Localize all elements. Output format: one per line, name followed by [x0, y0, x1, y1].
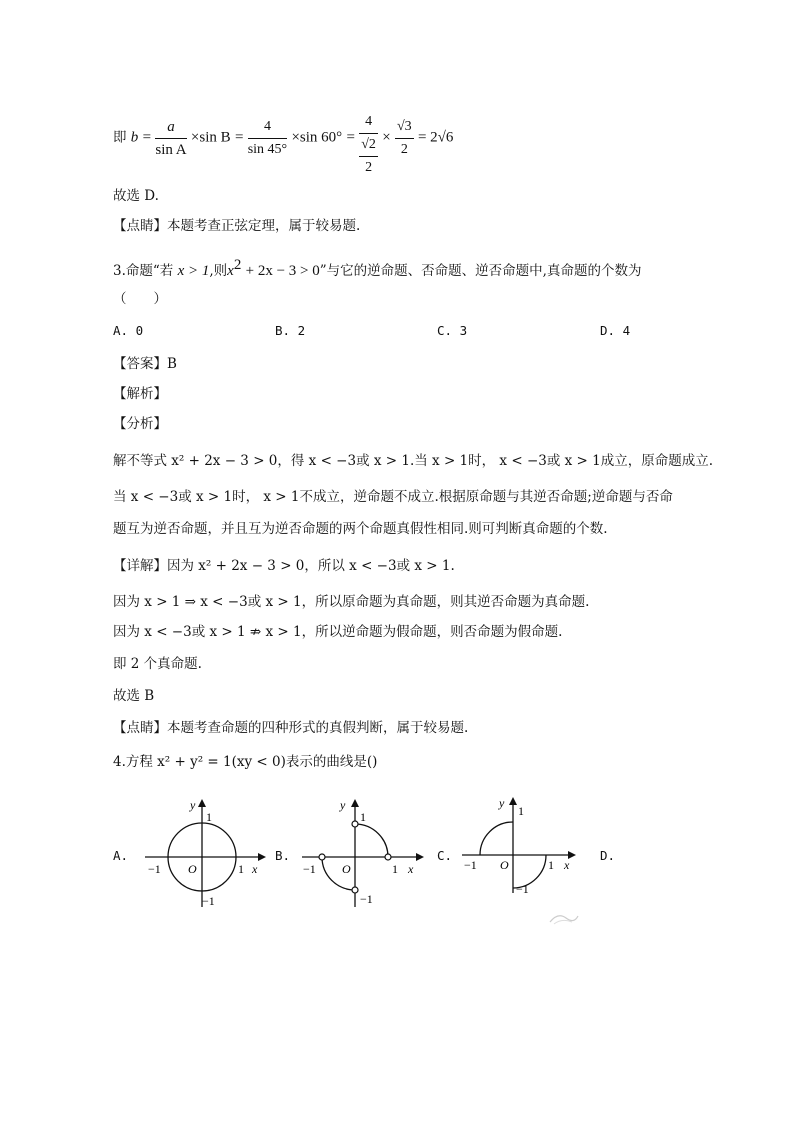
formula-times: × — [382, 129, 391, 146]
open-point — [319, 854, 325, 860]
q3-stem: 3.命题“若 x > 1,则$x^2 + 2x - 3 > 0$”与它的逆命题、否命题、逆否命题中,真命题的个数为 — [113, 257, 642, 279]
label-neg1-y: −1 — [360, 892, 373, 906]
q4-stem: 4.方程 x² + y² = 1(xy < 0)表示的曲线是() — [113, 754, 378, 770]
q3-analysis-2: 当 x < −3或 x > 1时， x > 1不成立，逆命题不成立.根据原命题与其逆否命题;逆命题与否命 — [113, 489, 673, 505]
formula-times-sin60: ×sin 60° — [291, 129, 343, 146]
label-y: y — [499, 796, 505, 810]
q4-option-c[interactable]: C. — [437, 848, 453, 863]
label-1-y: 1 — [206, 810, 212, 824]
q3-detail-2: 因为 x > 1 ⇒ x < −3或 x > 1，所以原命题为真命题，则其逆否命题为真命题. — [113, 594, 590, 610]
formula-eq: = — [142, 129, 152, 146]
label-neg1-x: −1 — [464, 858, 477, 872]
label-origin: O — [188, 862, 197, 876]
label-x: x — [564, 858, 570, 872]
label-x: x — [252, 862, 258, 876]
open-point — [352, 821, 358, 827]
q3-fenxi: 【分析】 — [113, 416, 167, 432]
q3-detail-3: 因为 x < −3或 x > 1 ⇏ x > 1，所以逆命题为假命题，则否命题为假命题. — [113, 624, 563, 640]
q3-option-d[interactable]: D. 4 — [600, 323, 631, 338]
q3-note: 【点睛】本题考查命题的四种形式的真假判断，属于较易题. — [113, 720, 469, 736]
label-1-y: 1 — [360, 810, 366, 824]
q3-analysis-3: 题互为逆否命题，并且互为逆否命题的两个命题真假性相同.则可判断真命题的个数. — [113, 521, 608, 537]
q3-choose: 故选 B — [113, 688, 155, 704]
label-origin: O — [342, 862, 351, 876]
label-neg1-y: −1 — [516, 882, 529, 896]
label-y: y — [340, 798, 346, 812]
graph-c-quadrants-2-4 — [458, 793, 588, 913]
label-neg1-x: −1 — [148, 862, 161, 876]
label-origin: O — [500, 858, 509, 872]
fraction-sqrt3-over-2: $\frac{√3}{2}$ — [396, 118, 412, 157]
label-1-x: 1 — [548, 858, 554, 872]
fraction-a-over-sinA: $\frac{a}{\text{sin A}}$ — [155, 118, 187, 158]
label-1-x: 1 — [392, 862, 398, 876]
formula-b: b — [130, 129, 139, 146]
x-axis-arrow-icon — [258, 853, 266, 861]
q4-option-d[interactable]: D. — [600, 848, 616, 863]
formula-line: 即 b = $\frac{a}{\text{sin A}}$ ×sin B = $\frac{4}{\sin 45^\circ}$ ×sin 60° = $\frac{4}{\frac{√2}{2}}$ × $\frac{√3}{2}$ = 2√6 — [113, 112, 453, 178]
graph-b-quadrants-1-3 — [298, 795, 428, 915]
formula-result: = 2√6 — [417, 129, 454, 146]
formula-times-sinB: ×sin B — [190, 129, 231, 146]
q3-option-a[interactable]: A. 0 — [113, 323, 144, 338]
q3-paren: （ ） — [113, 291, 167, 307]
q3-jiexi: 【解析】 — [113, 386, 167, 402]
q3-option-c[interactable]: C. 3 — [437, 323, 468, 338]
q2-answer: 故选 D. — [113, 188, 159, 204]
graph-a-full-circle — [140, 795, 270, 915]
y-axis-arrow-icon — [351, 799, 359, 807]
label-neg1-x: −1 — [303, 862, 316, 876]
q2-note: 【点睛】本题考查正弦定理，属于较易题. — [113, 218, 361, 234]
y-axis-arrow-icon — [509, 797, 517, 805]
q4-option-b[interactable]: B. — [275, 848, 291, 863]
label-1-x: 1 — [238, 862, 244, 876]
q3-option-b[interactable]: B. 2 — [275, 323, 306, 338]
scan-mark — [548, 908, 580, 928]
x-axis-arrow-icon — [416, 853, 424, 861]
q3-analysis-1: 解不等式 x² + 2x − 3 > 0，得 x < −3或 x > 1.当 x > 1时， x < −3或 x > 1成立，原命题成立. — [113, 453, 714, 469]
formula-prefix: 即 — [113, 129, 127, 146]
label-y: y — [190, 798, 196, 812]
y-axis-arrow-icon — [198, 799, 206, 807]
label-neg1-y: −1 — [202, 894, 215, 908]
q3-answer: 【答案】B — [113, 356, 177, 372]
label-1-y: 1 — [518, 804, 524, 818]
fraction-4-over-sin45: $\frac{4}{\sin 45^\circ}$ — [247, 118, 288, 157]
q3-detail-1: 【详解】因为 x² + 2x − 3 > 0，所以 x < −3或 x > 1. — [113, 558, 455, 574]
arc-quadrant-2 — [480, 822, 513, 855]
q4-option-a[interactable]: A. — [113, 848, 129, 863]
open-point — [352, 887, 358, 893]
open-point — [385, 854, 391, 860]
label-x: x — [408, 862, 414, 876]
q3-detail-4: 即 2 个真命题. — [113, 656, 202, 672]
arc-quadrant-1 — [355, 824, 388, 857]
fraction-4-over-sqrt2-over-2: $\frac{4}{\frac{√2}{2}}$ — [361, 114, 376, 175]
